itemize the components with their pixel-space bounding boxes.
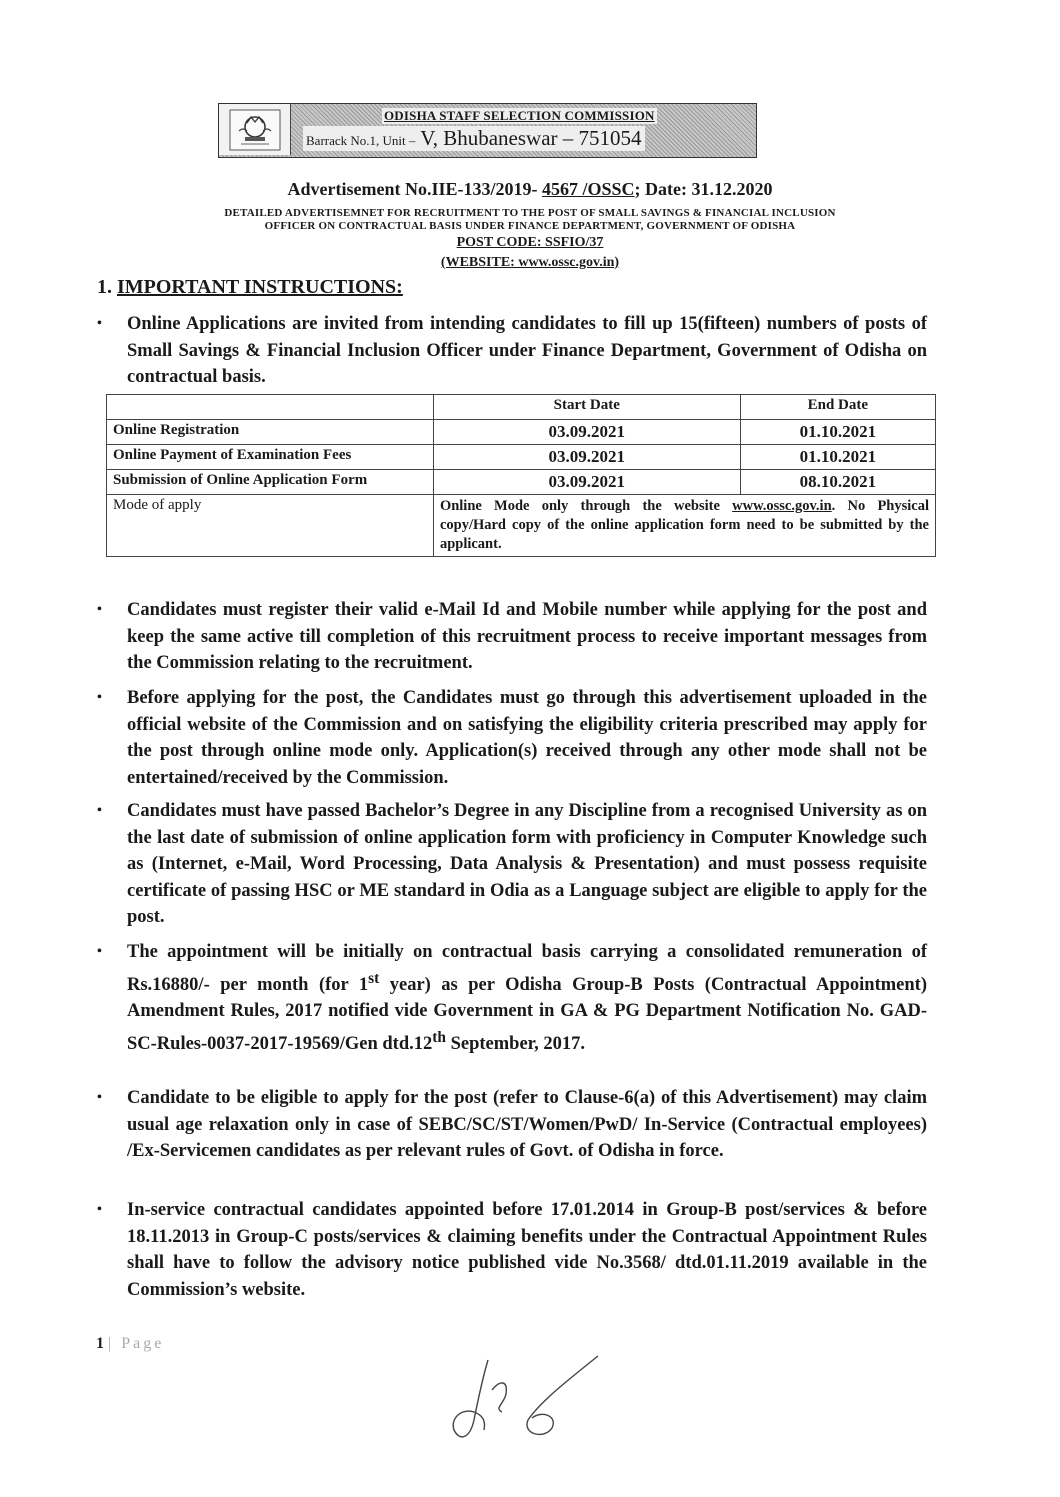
mode-description xyxy=(433,495,935,557)
list-item xyxy=(97,1085,927,1165)
bullet-icon: • xyxy=(97,690,102,705)
table-header-cell: Start Date xyxy=(433,395,740,420)
address-part-small: Barrack No.1, Unit – xyxy=(306,133,416,148)
page-number-value: 1 xyxy=(96,1335,104,1352)
adv-desc-line2: OFFICER ON CONTRACTUAL BASIS UNDER FINANCE DEPARTMENT, GOVERNMENT OF ODISHA xyxy=(264,220,796,232)
bullet-text: In-service contractual candidates appointed before 17.01.2014 in Group-B post/services & before 18.11.2013 in Group-C posts/services & claiming benefits under the Contractual Appointment Rules shall have to follow the advisory notice published vide No.3568/ dtd.01.11.2019 available in the Commission’s website. xyxy=(127,1200,927,1300)
address-part-large: V, Bhubaneswar – 751054 xyxy=(420,126,642,150)
organization-address xyxy=(303,126,645,151)
row-end-date: 01.10.2021 xyxy=(740,445,935,470)
advertisement-description xyxy=(110,207,950,233)
row-start-date: 03.09.2021 xyxy=(433,445,740,470)
adv-prefix: Advertisement No.IIE-133/2019- xyxy=(287,179,538,199)
remuneration-text-a: The appointment will be initially on contractual basis carrying a consolidated remuneration of Rs.16880/- per month (for 1 xyxy=(127,942,927,995)
adv-number: 4567 /OSSC xyxy=(541,179,635,199)
list-item xyxy=(97,685,927,791)
table-header-row xyxy=(107,395,936,420)
superscript: st xyxy=(368,969,380,987)
superscript: th xyxy=(432,1028,446,1046)
mode-text-a: Online Mode only through the website xyxy=(439,498,733,514)
bullet-text: Before applying for the post, the Candidates must go through this advertisement uploaded in the official website of the Commission and on satisfying the eligibility criteria prescribed may apply for the post through online mode only. Application(s) received through any other mode shall not be entertained/received by the Commission. xyxy=(127,688,927,788)
mode-label: Mode of apply xyxy=(107,495,434,557)
adv-desc-line1: DETAILED ADVERTISEMNET FOR RECRUITMENT TO THE POST OF SMALL SAVINGS & FINANCIAL INCLUSION xyxy=(224,207,836,219)
remuneration-text-b: year) as per Odisha Group-B Posts (Contractual Appointment) Amendment Rules, 2017 notified vide Government in GA & PG Department Notification No. GAD-SC-Rules-0037-2017-19569/Gen dtd.12 xyxy=(127,974,927,1054)
header-banner xyxy=(218,103,757,158)
table-header-cell xyxy=(107,395,434,420)
emblem-icon xyxy=(219,104,291,155)
list-item xyxy=(97,939,927,1057)
table-header-cell: End Date xyxy=(740,395,935,420)
row-end-date: 08.10.2021 xyxy=(740,470,935,495)
bullet-icon: • xyxy=(97,944,102,959)
list-item xyxy=(97,798,927,931)
bullet-icon: • xyxy=(97,1090,102,1105)
bullet-text: Candidate to be eligible to apply for the post (refer to Clause-6(a) of this Advertisement) may claim usual age relaxation only in case of SEBC/SC/ST/Women/PwD/ In-Service (Contractual employees) /Ex-Servicemen candidates as per relevant rules of Govt. of Odisha in force. xyxy=(127,1088,927,1161)
organization-name: ODISHA STAFF SELECTION COMMISSION xyxy=(384,108,655,123)
bullet-text xyxy=(127,939,927,1057)
website-link[interactable]: (WEBSITE: www.ossc.gov.in) xyxy=(440,255,620,270)
table-row xyxy=(107,420,936,445)
row-start-date: 03.09.2021 xyxy=(433,420,740,445)
table-row xyxy=(107,470,936,495)
table-row xyxy=(107,495,936,557)
bullet-text: Online Applications are invited from intending candidates to fill up 15(fifteen) numbers of posts of Small Savings & Financial Inclusion Officer under Finance Department, Government of Odisha on contractual basis. xyxy=(127,314,927,387)
page-label: | Page xyxy=(108,1335,165,1352)
handwritten-signature xyxy=(448,1350,608,1450)
post-code: POST CODE: SSFIO/37 xyxy=(456,235,604,250)
table-row xyxy=(107,445,936,470)
advertisement-number xyxy=(0,179,1060,200)
bullet-icon: • xyxy=(97,602,102,617)
row-label: Submission of Online Application Form xyxy=(107,470,434,495)
row-start-date: 03.09.2021 xyxy=(433,470,740,495)
section-heading xyxy=(97,276,403,299)
mode-text-b: . No Physical copy/Hard copy of the online application form need to be submitted by the applicant. xyxy=(439,498,930,552)
list-item xyxy=(97,1197,927,1303)
bullet-icon: • xyxy=(97,1202,102,1217)
list-item xyxy=(97,311,927,391)
bullet-text: Candidates must have passed Bachelor’s Degree in any Discipline from a recognised University as on the last date of submission of online application form with proficiency in Computer Knowledge such as (Internet, e-Mail, Word Processing, Data Analysis & Presentation) and must possess requisite certificate of passing HSC or ME standard in Odia as a Language subject are eligible to apply for the post. xyxy=(127,801,927,927)
row-label: Online Registration xyxy=(107,420,434,445)
bullet-icon: • xyxy=(97,316,102,331)
row-end-date: 01.10.2021 xyxy=(740,420,935,445)
list-item xyxy=(97,597,927,677)
dates-table xyxy=(106,394,936,557)
page-number xyxy=(96,1335,164,1353)
remuneration-text-c: September, 2017. xyxy=(445,1033,586,1054)
mode-link[interactable]: www.ossc.gov.in xyxy=(732,498,832,514)
row-label: Online Payment of Examination Fees xyxy=(107,445,434,470)
section-title: IMPORTANT INSTRUCTIONS: xyxy=(117,276,403,298)
section-number: 1. xyxy=(97,276,112,298)
bullet-text: Candidates must register their valid e-Mail Id and Mobile number while applying for the post and keep the same active till completion of this recruitment process to receive important messages from the Commission relating to the recruitment. xyxy=(127,600,927,673)
bullet-icon: • xyxy=(97,803,102,818)
adv-date: ; Date: 31.12.2020 xyxy=(634,179,773,199)
